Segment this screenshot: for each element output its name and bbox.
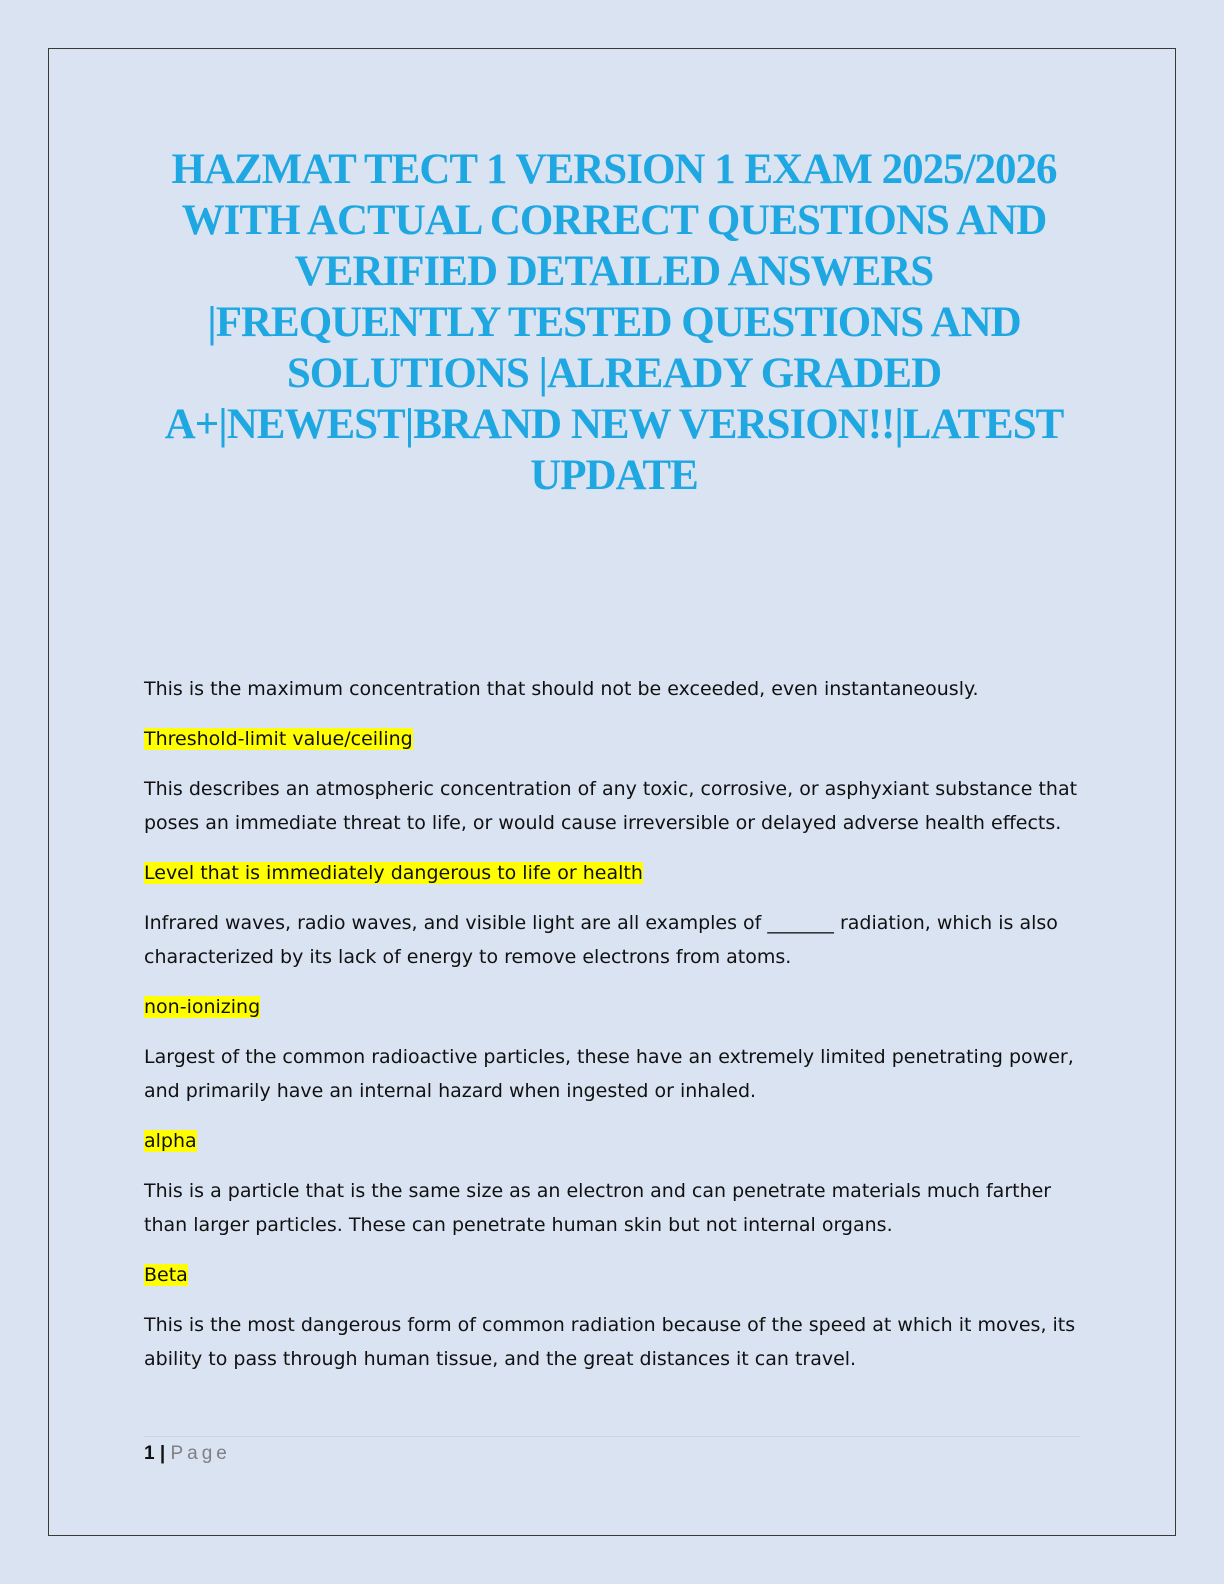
- answer-1: Threshold-limit value/ceiling: [144, 728, 413, 750]
- page-number: 1: [144, 1443, 155, 1464]
- answer-3-line: [144, 990, 1084, 1024]
- question-6: This is the most dangerous form of common radiation because of the speed at which it moves, its ability to pass through human tissue, and the great distances it can travel.: [144, 1314, 1076, 1370]
- answer-2: Level that is immediately dangerous to life or health: [144, 862, 643, 884]
- answer-4: alpha: [144, 1130, 197, 1152]
- question-5: This is a particle that is the same size as an electron and can penetrate materials much farther than larger particles. These can penetrate human skin but not internal organs.: [144, 1180, 1052, 1236]
- page-label: Page: [170, 1443, 231, 1464]
- page-footer: [144, 1442, 231, 1466]
- answer-5: Beta: [144, 1264, 188, 1286]
- question-2: This describes an atmospheric concentration of any toxic, corrosive, or asphyxiant substance that poses an immediate threat to life, or would cause irreversible or delayed adverse health effects.: [144, 778, 1078, 834]
- answer-3: non-ionizing: [144, 996, 261, 1018]
- question-1: This is the maximum concentration that should not be exceeded, even instantaneously.: [144, 678, 979, 700]
- answer-4-line: [144, 1124, 1084, 1158]
- footer-divider: [144, 1436, 1080, 1437]
- answer-5-line: [144, 1258, 1084, 1292]
- footer-separator: |: [159, 1443, 166, 1464]
- document-title: HAZMAT TECT 1 VERSION 1 EXAM 2025/2026 WITH ACTUAL CORRECT QUESTIONS AND VERIFIED DETAILED ANSWERS |FREQUENTLY TESTED QUESTIONS AND SOLUTIONS |ALREADY GRADED A+|NEWEST|BRAND NEW VERSION!!|LATEST UPDATE: [164, 146, 1064, 499]
- question-4: Largest of the common radioactive particles, these have an extremely limited penetrating power, and primarily have an internal hazard when ingested or inhaled.: [144, 1046, 1074, 1102]
- answer-1-line: [144, 722, 1084, 756]
- answer-2-line: [144, 856, 1084, 890]
- question-3: Infrared waves, radio waves, and visible light are all examples of _______ radiation, which is also characterized by its lack of energy to remove electrons from atoms.: [144, 912, 1058, 968]
- qa-content: [144, 672, 1084, 1392]
